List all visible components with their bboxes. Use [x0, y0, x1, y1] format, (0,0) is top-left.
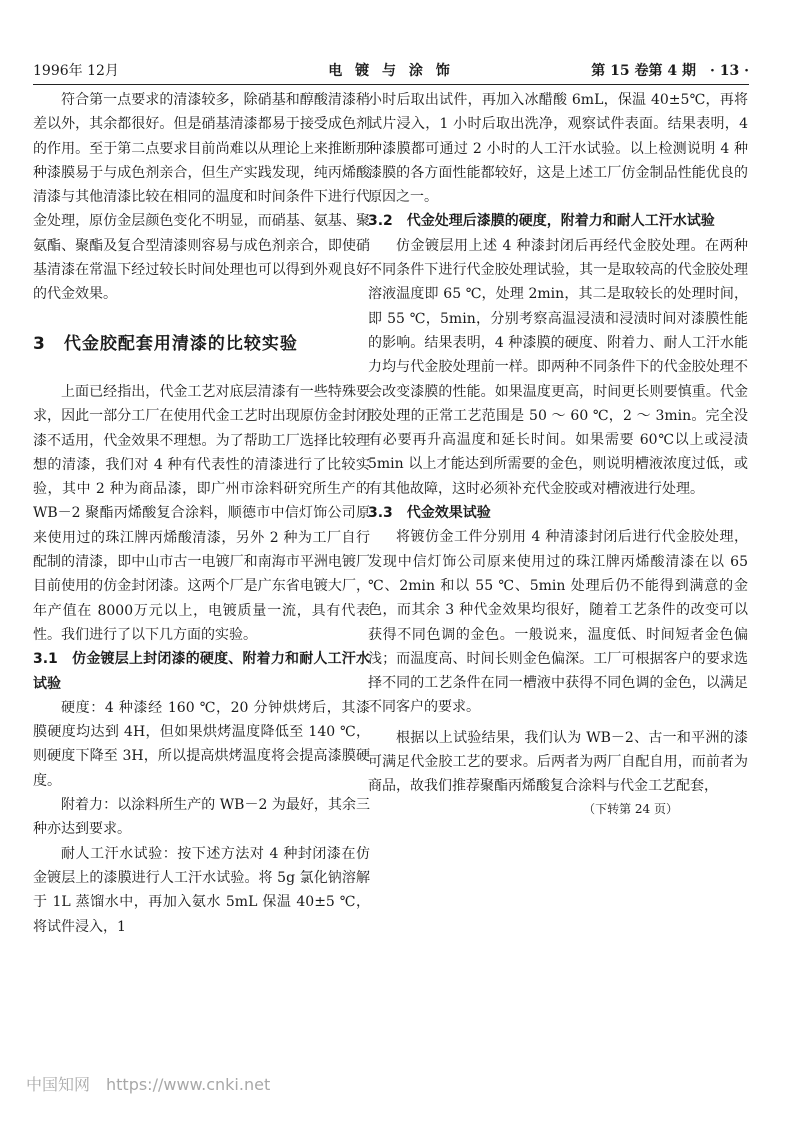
- header-issue-page: 第 15 卷第 4 期 · 13 ·: [591, 63, 749, 79]
- right-column: [368, 88, 748, 819]
- subsection-heading-3-3: 3.3 代金效果试验: [368, 505, 491, 522]
- paragraph: 根据以上试验结果，我们认为 WB－2、古一和平洲的漆可满足代金胶工艺的要求。后两者为两厂自配自用，而前者为商品，故我们推荐聚酯丙烯酸复合涂料与代金工艺配套，: [368, 729, 748, 795]
- subsection-heading-3-2: 3.2 代金处理后漆膜的硬度，附着力和耐人工汗水试验: [368, 213, 715, 230]
- subsection-heading-3-1: 3.1 仿金镀层上封闭漆的硬度、附着力和耐人工汗水试验: [33, 651, 370, 692]
- paragraph: 小时后取出试件，再加入冰醋酸 6mL，保温 40±5℃，再将试片浸入，1 小时后取出洗净，观察试件表面。结果表明，4 种漆膜都可通过 2 小时的人工汗水试验。以上检测说明 4 种漆膜的各方面性能都较好，这是上述工厂仿金制品性能优良的原因之一。: [368, 92, 748, 206]
- header-rule: [33, 84, 749, 85]
- paragraph: 上面已经指出，代金工艺对底层清漆有一些特殊要求，因此一部分工厂在使用代金工艺时出现原仿金封闭漆不适用，代金效果不理想。为了帮助工厂选择比较理想的清漆，我们对 4 种有代表性的清漆进行了比较实验，其中 2 种为商品漆，即广州市涂料研究所生产的 WB－2 聚酯丙烯酸复合涂料，顺德市中信灯饰公司原来使用过的珠江牌丙烯酸清漆，另外 2 种为工厂自行配制的清漆，即中山市古一电镀厂和南海市平洲电镀厂目前使用的仿金封闭漆。这两个厂是广东省电镀大厂，年产值在 8000万元以上，电镀质量一流，具有代表性。我们进行了以下几方面的实验。: [33, 383, 370, 643]
- left-column: [33, 88, 370, 939]
- paragraph: 耐人工汗水试验：按下述方法对 4 种封闭漆在仿金镀层上的漆膜进行人工汗水试验。将 5g 氯化钠溶解于 1L 蒸馏水中，再加入氨水 5mL 保温 40±5 ℃，将试件浸入，1: [33, 845, 370, 935]
- paragraph: 附着力：以涂料所生产的 WB－2 为最好，其余三种亦达到要求。: [33, 797, 370, 838]
- continued-note: （下转第 24 页）: [583, 801, 678, 816]
- header-date: 1996年 12月: [33, 63, 119, 79]
- header-journal-title: 电 镀 与 涂 饰: [328, 63, 454, 79]
- cnki-watermark: 中国知网 https://www.cnki.net: [26, 1075, 271, 1094]
- paragraph: 将镀仿金工件分别用 4 种清漆封闭后进行代金胶处理，发现中信灯饰公司原来使用过的珠江牌丙烯酸清漆在以 65 ℃、2min 和以 55 ℃、5min 处理后仍不能得到满意的金色，而其余 3 种代金效果均很好，随着工艺条件的改变可以获得不同色调的金色。一般说来，温度低、时间短者金色偏浅；而温度高、时间长则金色偏深。工厂可根据客户的要求选择不同的工艺条件在同一槽液中获得不同色调的金色，以满足不同客户的要求。: [368, 529, 748, 716]
- section-heading-3: 3 代金胶配套用清漆的比较实验: [33, 333, 298, 354]
- page-header: [33, 60, 749, 82]
- paragraph: 仿金镀层用上述 4 种漆封闭后再经代金胶处理。在两种不同条件下进行代金胶处理试验，其一是取较高的代金胶处理溶液温度即 65 ℃，处理 2min，其二是取较长的处理时间，即 55 ℃，5min，分别考察高温浸渍和浸渍时间对漆膜性能的影响。结果表明，4 种漆膜的硬度、附着力、耐人工汗水能力均与代金胶处理前一样。即两种不同条件下的代金胶处理不会改变漆膜的性能。如果温度更高，时间更长则要慎重。代金胶处理的正常工艺范围是 50 ～ 60 ℃，2 ～ 3min。完全没有必要再升高温度和延长时间。如果需要 60℃以上或浸渍 5min 以上才能达到所需要的金色，则说明槽液浓度过低，或有其他故障，这时必须补充代金胶或对槽液进行处理。: [368, 237, 748, 497]
- paragraph: 硬度：4 种漆经 160 ℃，20 分钟烘烤后，其漆膜硬度均达到 4H，但如果烘烤温度降低至 140 ℃，则硬度下降至 3H，所以提高烘烤温度将会提高漆膜硬度。: [33, 699, 370, 789]
- paragraph: 符合第一点要求的清漆较多，除硝基和醇酸清漆稍差以外，其余都很好。但是硝基清漆都易于接受成色剂的作用。至于第二点要求目前尚难以从理论上来推断那种漆膜易于与成色剂亲合，但生产实践发现，纯丙烯酸清漆与其他清漆比较在相同的温度和时间条件下进行代金处理，原仿金层颜色变化不明显，而硝基、氨基、聚氨酯、聚酯及复合型清漆则容易与成色剂亲合，即使硝基清漆在常温下经过较长时间处理也可以得到外观良好的代金效果。: [33, 92, 370, 303]
